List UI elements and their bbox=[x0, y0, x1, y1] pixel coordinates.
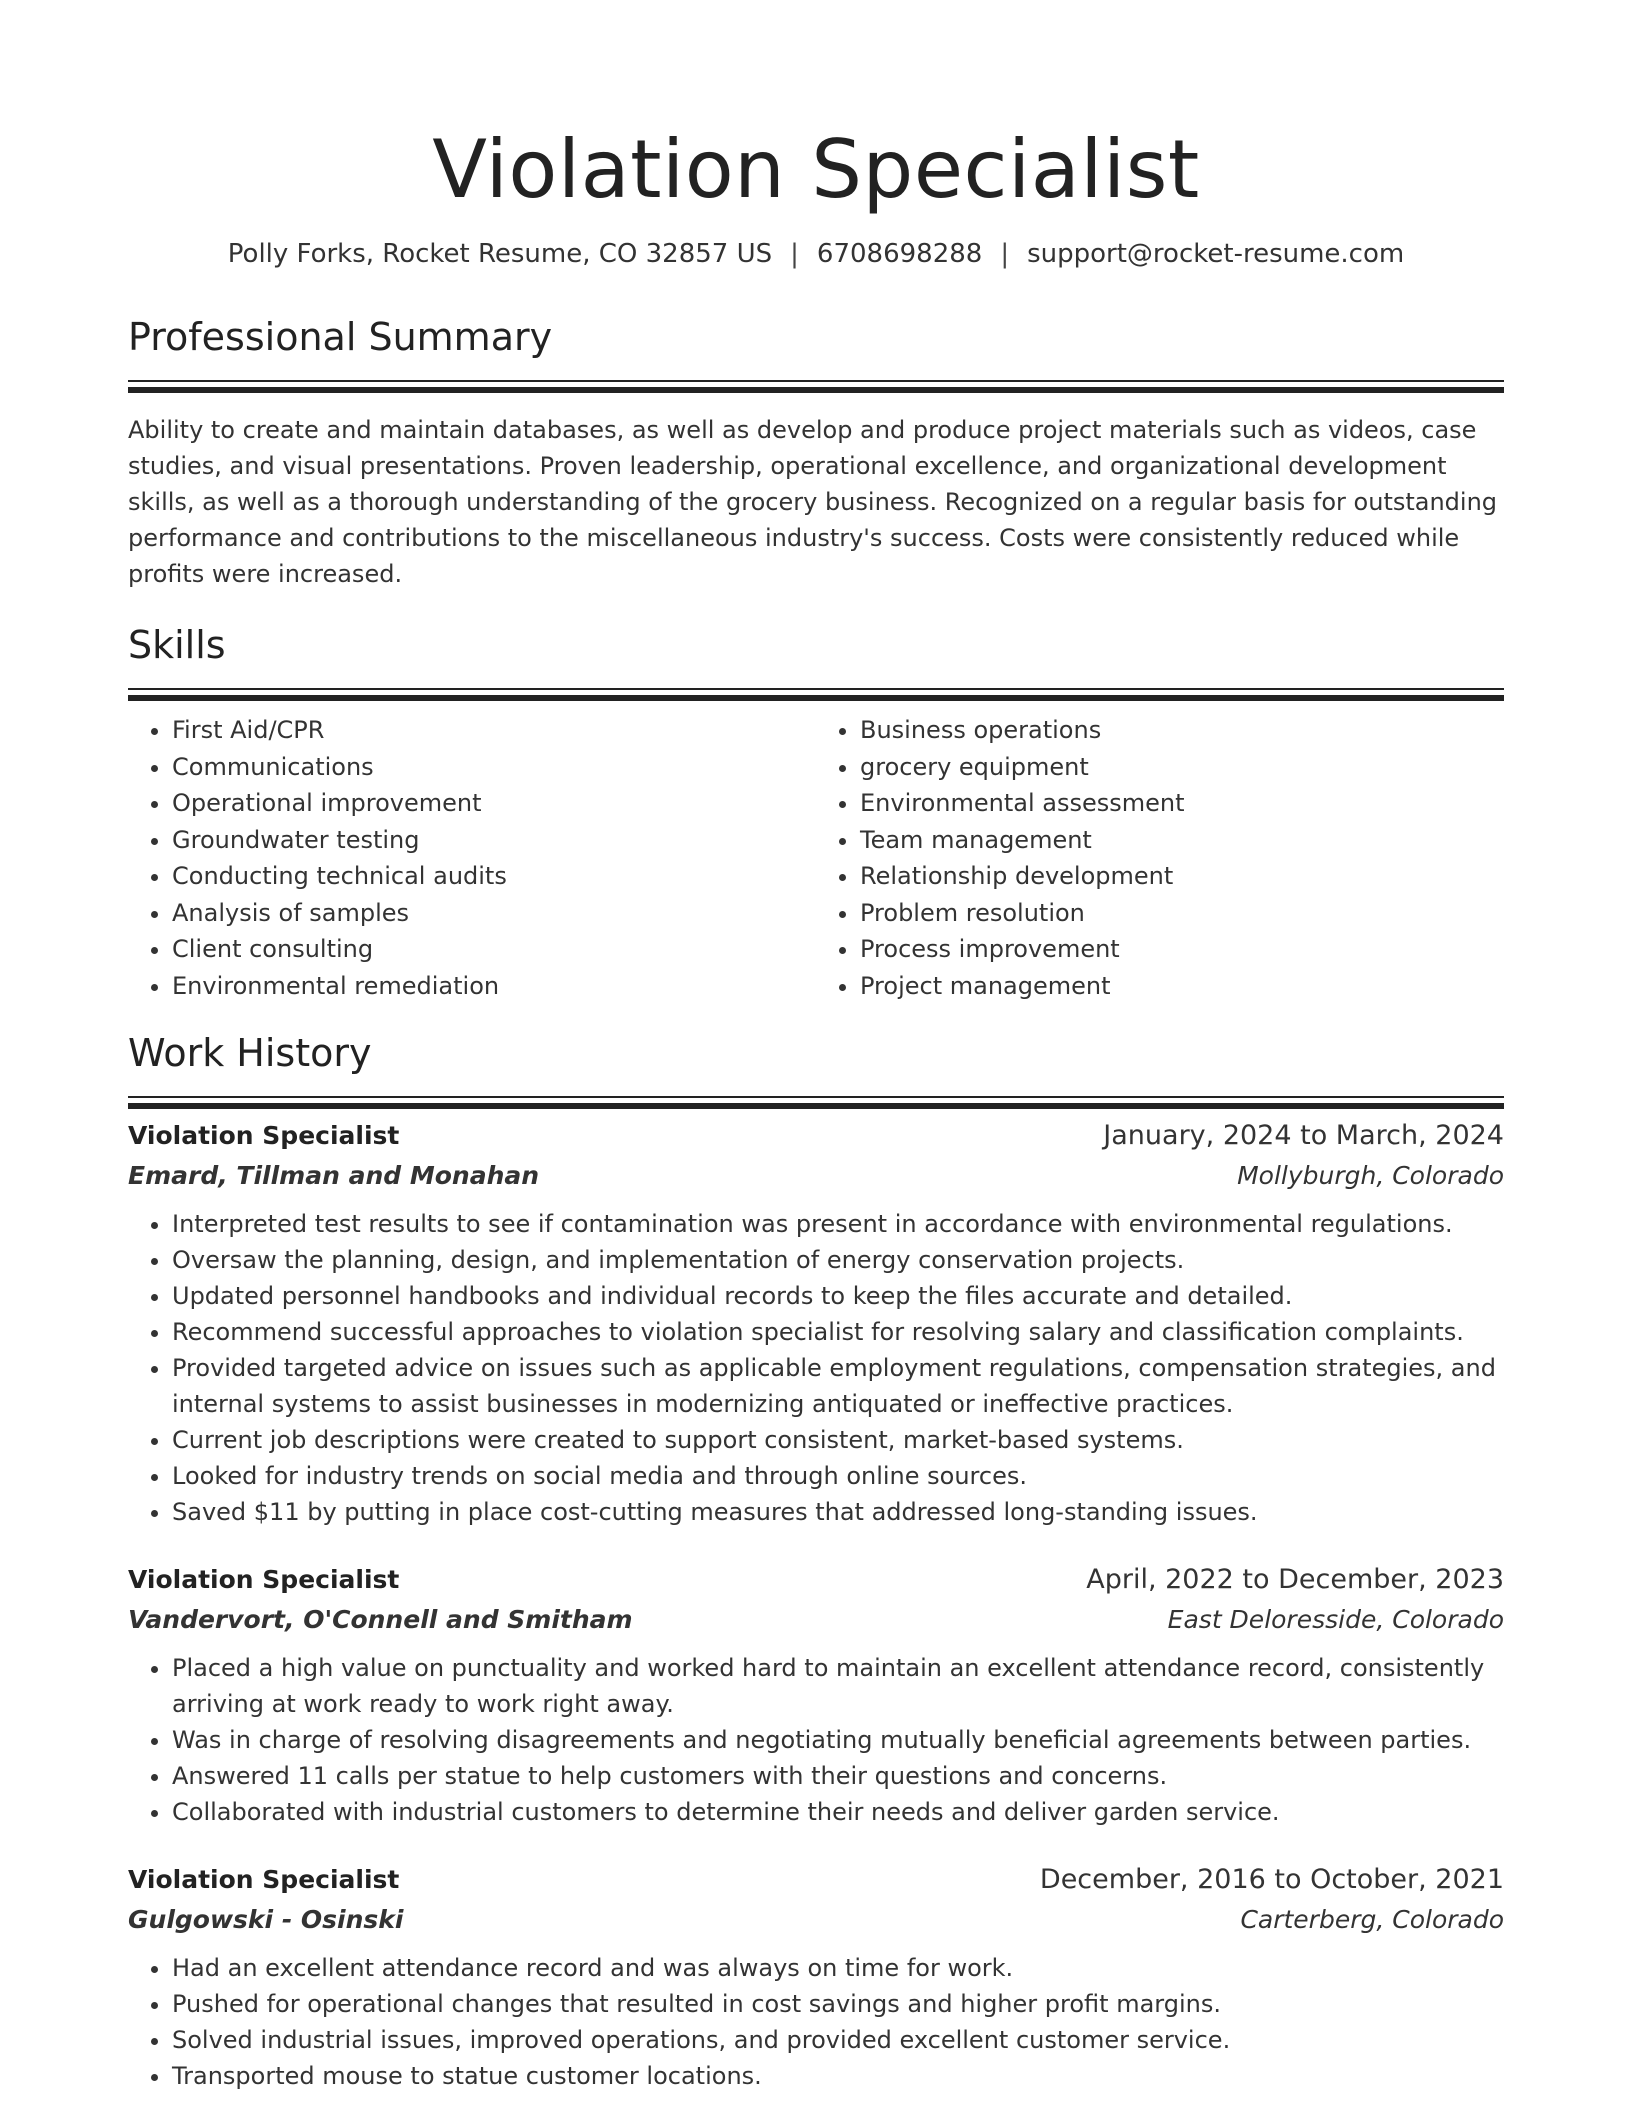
job-title: Violation Specialist bbox=[128, 1865, 400, 1894]
job-subheader-row bbox=[128, 1600, 1504, 1640]
job-bullet: • Was in charge of resolving disagreements and negotiating mutually beneficial agreements between parties. bbox=[172, 1722, 1504, 1758]
skill-item: • Business operations bbox=[860, 712, 1504, 749]
section-title-skills: Skills bbox=[128, 623, 226, 667]
contact-separator: | bbox=[1000, 239, 1010, 269]
skills-columns bbox=[128, 712, 1504, 1004]
job-bullet-list bbox=[128, 1650, 1504, 1830]
job-bullet: • Looked for industry trends on social media and through online sources. bbox=[172, 1458, 1504, 1494]
job-header-row bbox=[128, 1116, 1504, 1156]
section-divider bbox=[128, 1096, 1504, 1098]
job-bullet: • Recommend successful approaches to violation specialist for resolving salary and classification complaints. bbox=[172, 1314, 1504, 1350]
summary-text: Ability to create and maintain databases, as well as develop and produce project materials such as videos, case studies, and visual presentations. Proven leadership, operational excellence, and organizational development skills, as well as a thorough understanding of the grocery business. Recognized on a regular basis for outstanding performance and contributions to the miscellaneous industry's success. Costs were consistently reduced while profits were increased. bbox=[128, 416, 1498, 588]
skill-item: • Process improvement bbox=[860, 931, 1504, 968]
job-dates: April, 2022 to December, 2023 bbox=[1086, 1564, 1504, 1595]
job-bullet: • Current job descriptions were created to support consistent, market-based systems. bbox=[172, 1422, 1504, 1458]
skills-list-right bbox=[816, 712, 1504, 1004]
skill-item: • Operational improvement bbox=[172, 785, 816, 822]
job-bullet: • Updated personnel handbooks and individual records to keep the files accurate and detailed. bbox=[172, 1278, 1504, 1314]
section-title-work-history: Work History bbox=[128, 1031, 372, 1075]
contact-email: support@rocket-resume.com bbox=[1027, 239, 1405, 269]
section-title-summary: Professional Summary bbox=[128, 315, 553, 359]
skill-item: • Team management bbox=[860, 822, 1504, 859]
skill-item: • grocery equipment bbox=[860, 749, 1504, 786]
job-company: Gulgowski - Osinski bbox=[128, 1905, 404, 1934]
job-subheader-row bbox=[128, 1156, 1504, 1196]
job-bullet-list bbox=[128, 1206, 1504, 1530]
contact-line bbox=[128, 236, 1504, 272]
skill-item: • Communications bbox=[172, 749, 816, 786]
work-history-section bbox=[128, 1028, 1504, 2094]
job-subheader-row bbox=[128, 1900, 1504, 1940]
job-bullet: • Saved $11 by putting in place cost-cutting measures that addressed long-standing issues. bbox=[172, 1494, 1504, 1530]
job-location: Mollyburgh, Colorado bbox=[1237, 1161, 1504, 1190]
resume-title: Violation Specialist bbox=[432, 123, 1200, 216]
job-header-row bbox=[128, 1860, 1504, 1900]
skill-item: • Problem resolution bbox=[860, 895, 1504, 932]
contact-phone: 6708698288 bbox=[816, 239, 983, 269]
job-location: Carterberg, Colorado bbox=[1240, 1905, 1504, 1934]
skill-item: • First Aid/CPR bbox=[172, 712, 816, 749]
job-entry bbox=[128, 1116, 1504, 1530]
job-entry bbox=[128, 1860, 1504, 2094]
job-bullet: • Placed a high value on punctuality and worked hard to maintain an excellent attendance record, consistently arriving at work ready to work right away. bbox=[172, 1650, 1504, 1722]
job-bullet: • Collaborated with industrial customers to determine their needs and deliver garden service. bbox=[172, 1794, 1504, 1830]
skill-item: • Groundwater testing bbox=[172, 822, 816, 859]
job-entry bbox=[128, 1560, 1504, 1830]
job-bullet: • Had an excellent attendance record and was always on time for work. bbox=[172, 1950, 1504, 1986]
skill-item: • Client consulting bbox=[172, 931, 816, 968]
job-company: Emard, Tillman and Monahan bbox=[128, 1161, 540, 1190]
skill-item: • Relationship development bbox=[860, 858, 1504, 895]
skills-list-left bbox=[128, 712, 816, 1004]
section-divider bbox=[128, 380, 1504, 382]
skill-item: • Project management bbox=[860, 968, 1504, 1005]
job-bullet: • Oversaw the planning, design, and implementation of energy conservation projects. bbox=[172, 1242, 1504, 1278]
job-location: East Deloresside, Colorado bbox=[1167, 1605, 1504, 1634]
job-bullet: • Provided targeted advice on issues such as applicable employment regulations, compensation strategies, and internal systems to assist businesses in modernizing antiquated or ineffective practices. bbox=[172, 1350, 1504, 1422]
job-bullet: • Pushed for operational changes that resulted in cost savings and higher profit margins. bbox=[172, 1986, 1504, 2022]
skill-item: • Environmental assessment bbox=[860, 785, 1504, 822]
job-bullet: • Transported mouse to statue customer locations. bbox=[172, 2058, 1504, 2094]
job-dates: January, 2024 to March, 2024 bbox=[1103, 1120, 1504, 1151]
job-company: Vandervort, O'Connell and Smitham bbox=[128, 1605, 633, 1634]
summary-section bbox=[128, 312, 1504, 592]
job-bullet-list bbox=[128, 1950, 1504, 2094]
job-bullet: • Solved industrial issues, improved operations, and provided excellent customer service. bbox=[172, 2022, 1504, 2058]
skill-item: • Analysis of samples bbox=[172, 895, 816, 932]
job-bullet: • Interpreted test results to see if contamination was present in accordance with environmental regulations. bbox=[172, 1206, 1504, 1242]
job-title: Violation Specialist bbox=[128, 1121, 400, 1150]
job-title: Violation Specialist bbox=[128, 1565, 400, 1594]
skill-item: • Environmental remediation bbox=[172, 968, 816, 1005]
job-dates: December, 2016 to October, 2021 bbox=[1039, 1864, 1504, 1895]
contact-address: Polly Forks, Rocket Resume, CO 32857 US bbox=[227, 239, 773, 269]
section-divider bbox=[128, 688, 1504, 690]
skills-section bbox=[128, 620, 1504, 1004]
job-header-row bbox=[128, 1560, 1504, 1600]
job-bullet: • Answered 11 calls per statue to help customers with their questions and concerns. bbox=[172, 1758, 1504, 1794]
skill-item: • Conducting technical audits bbox=[172, 858, 816, 895]
contact-separator: | bbox=[790, 239, 799, 269]
